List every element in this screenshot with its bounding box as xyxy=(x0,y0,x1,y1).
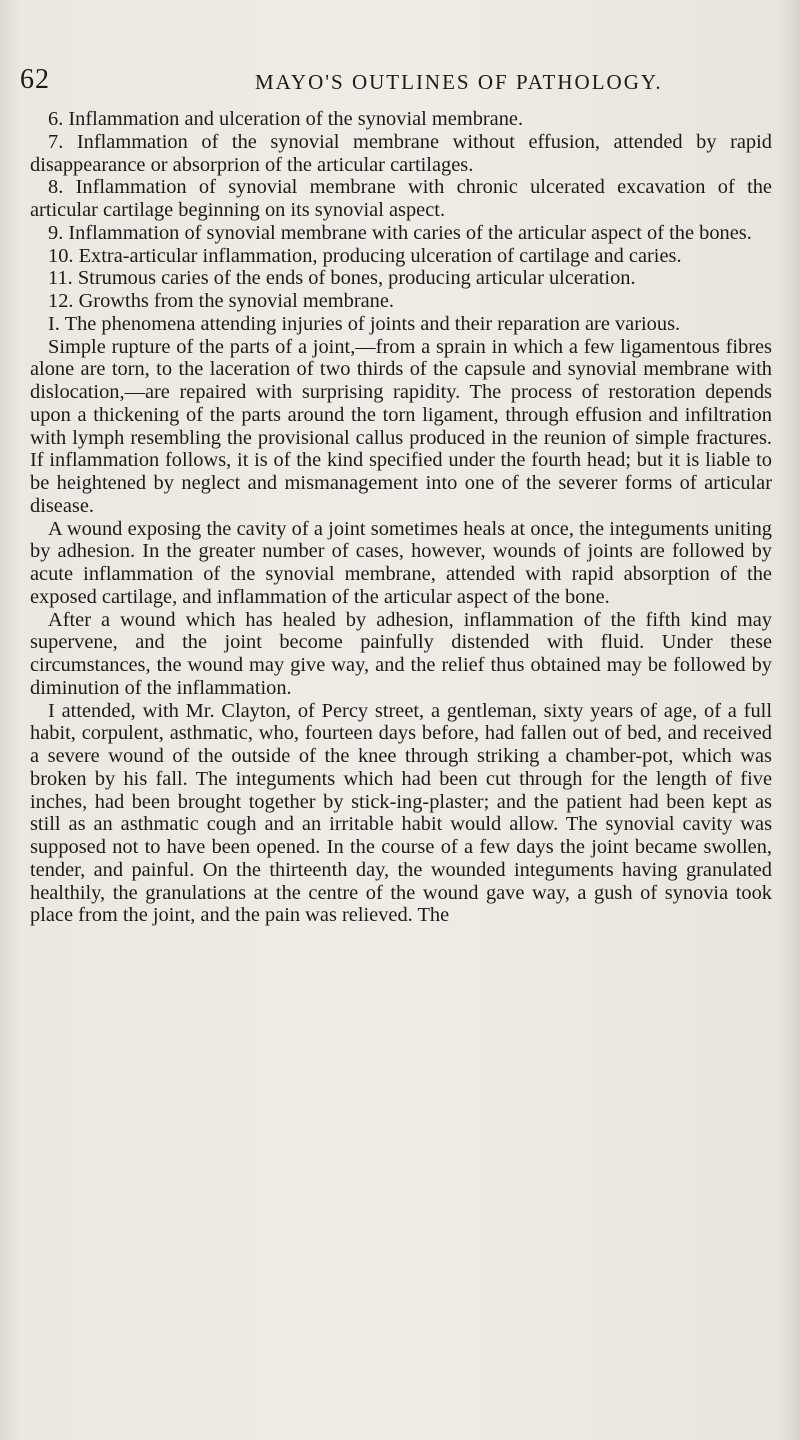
running-head: MAYO'S OUTLINES OF PATHOLOGY. xyxy=(255,70,663,94)
page-number: 62 xyxy=(20,64,50,95)
paragraph-wound-exposing: A wound exposing the cavity of a joint sometimes heals at once, the integuments uniting by adhesion. In the greater number of cases, however, wounds of joints are followed by acute inflammation of the synovial membrane, attended with rapid absorption of the exposed cartilage, and inflammation of the articular aspect of the bone. xyxy=(30,517,772,608)
paragraph-after-wound: After a wound which has healed by adhesion, inflammation of the fifth kind may supervene, and the joint become painfully distended with fluid. Under these circumstances, the wound may give way, and the relief thus obtained may be followed by diminution of the inflammation. xyxy=(30,608,772,699)
list-item-10: 10. Extra-articular inflammation, producing ulceration of cartilage and caries. xyxy=(48,244,682,267)
list-item-7: 7. Inflammation of the synovial membrane without effusion, attended by rapid disappearance or absorprion of the articular cartilages. xyxy=(30,130,772,176)
section-intro: I. The phenomena attending injuries of joints and their reparation are various. xyxy=(48,312,681,335)
body-text xyxy=(30,108,772,927)
list-item-9: 9. Inflammation of synovial membrane with caries of the articular aspect of the bones. xyxy=(48,221,752,244)
list-item-11: 11. Strumous caries of the ends of bones, producing articular ulceration. xyxy=(48,267,636,290)
page-header xyxy=(20,64,780,104)
paragraph-case-report: I attended, with Mr. Clayton, of Percy street, a gentleman, sixty years of age, of a full habit, corpulent, asthmatic, who, fourteen days before, had fallen out of bed, and received a severe wound of the outside of the knee through striking a chamber-pot, which was broken by his fall. The integuments which had been cut through for the length of five inches, had been brought together by stick-ing-plaster; and the patient had been kept as still as an asthmatic cough and an irritable habit would allow. The synovial cavity was supposed not to have been opened. In the course of a few days the joint became swollen, tender, and painful. On the thirteenth day, the wounded integuments having granulated healthily, the granulations at the centre of the wound gave way, a gush of synovia took place from the joint, and the pain was relieved. The xyxy=(30,699,772,927)
list-item-12: 12. Growths from the synovial membrane. xyxy=(48,290,395,312)
list-item-6: 6. Inflammation and ulceration of the synovial membrane. xyxy=(48,108,524,130)
list-item-8: 8. Inflammation of synovial membrane with chronic ulcerated excavation of the articular cartilage beginning on its synovial aspect. xyxy=(30,176,772,221)
paragraph-simple-rupture: Simple rupture of the parts of a joint,—from a sprain in which a few ligamentous fibres alone are torn, to the laceration of two thirds of the capsule and synovial membrane with dislocation,—are repaired with surprising rapidity. The process of restoration depends upon a thickening of the parts around the torn ligament, through effusion and infiltration with lymph resembling the provisional callus produced in the reunion of simple fractures. If inflammation follows, it is of the kind specified under the fourth head; but it is liable to be heightened by neglect and mismanagement into one of the severer forms of articular disease. xyxy=(30,335,772,517)
